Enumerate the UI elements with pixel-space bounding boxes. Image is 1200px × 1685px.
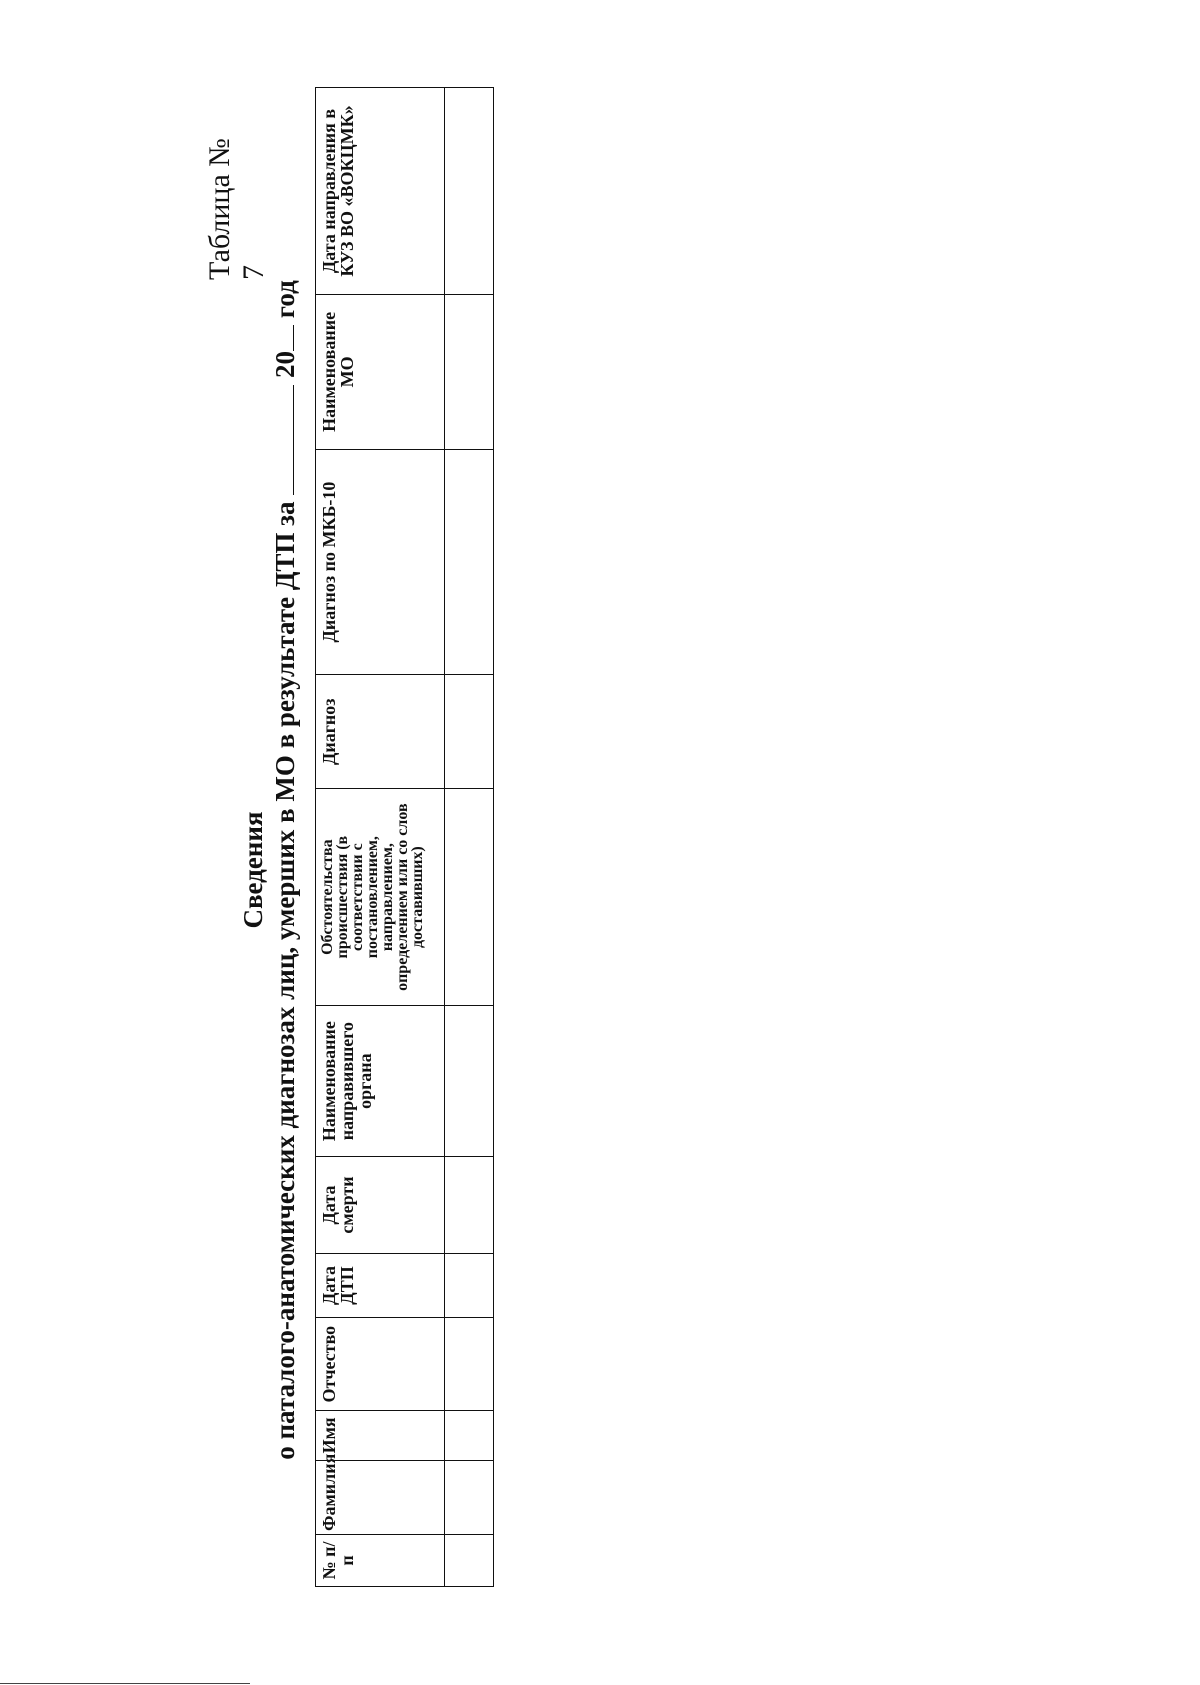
table-number: Таблица № 7 [203,138,270,280]
table-cell [445,1253,494,1317]
column-header: № п/п [316,1534,445,1586]
document-heading [237,120,301,1620]
table-cell [445,1157,494,1254]
column-header: Дата ДТП [316,1253,445,1317]
table-cell [445,789,494,1006]
column-header: Фамилия [316,1460,445,1534]
column-header: Диагноз [316,675,445,789]
column-header: Имя [316,1411,445,1461]
rotated-page [175,105,1200,1620]
form-table [315,87,494,1587]
year-prefix: 20 [270,350,300,378]
subtitle-text: о паталого-анатомических диагнозах лиц, умерших в МО в результате ДТП за [270,501,300,1460]
table-cell [445,1534,494,1586]
period-blank [271,385,294,495]
table-header-row [316,88,445,1587]
scan-edge-line [0,1683,250,1684]
table-cell [445,294,494,449]
table-cell [445,675,494,789]
document-title: Сведения [238,811,268,929]
table-cell [445,1411,494,1461]
column-header: Диагноз по МКБ-10 [316,449,445,674]
year-suffix: год [270,280,300,319]
table-cell [445,88,494,295]
table-cell [445,449,494,674]
column-header: Наименование МО [316,294,445,449]
table-row [445,88,494,1587]
table-cell [445,1460,494,1534]
column-header: Обстоятельства происшествия (в соответствии с постановлением, направлением, определением или со слов доставивших) [316,789,445,1006]
column-header: Наименование направившего органа [316,1006,445,1157]
table-cell [445,1318,494,1411]
column-header: Дата смерти [316,1157,445,1254]
column-header: Дата направления в КУЗ ВО «ВОКЦМК» [316,88,445,295]
column-header: Отчество [316,1318,445,1411]
table-cell [445,1006,494,1157]
document-subtitle [269,120,301,1620]
year-blank [271,325,294,351]
